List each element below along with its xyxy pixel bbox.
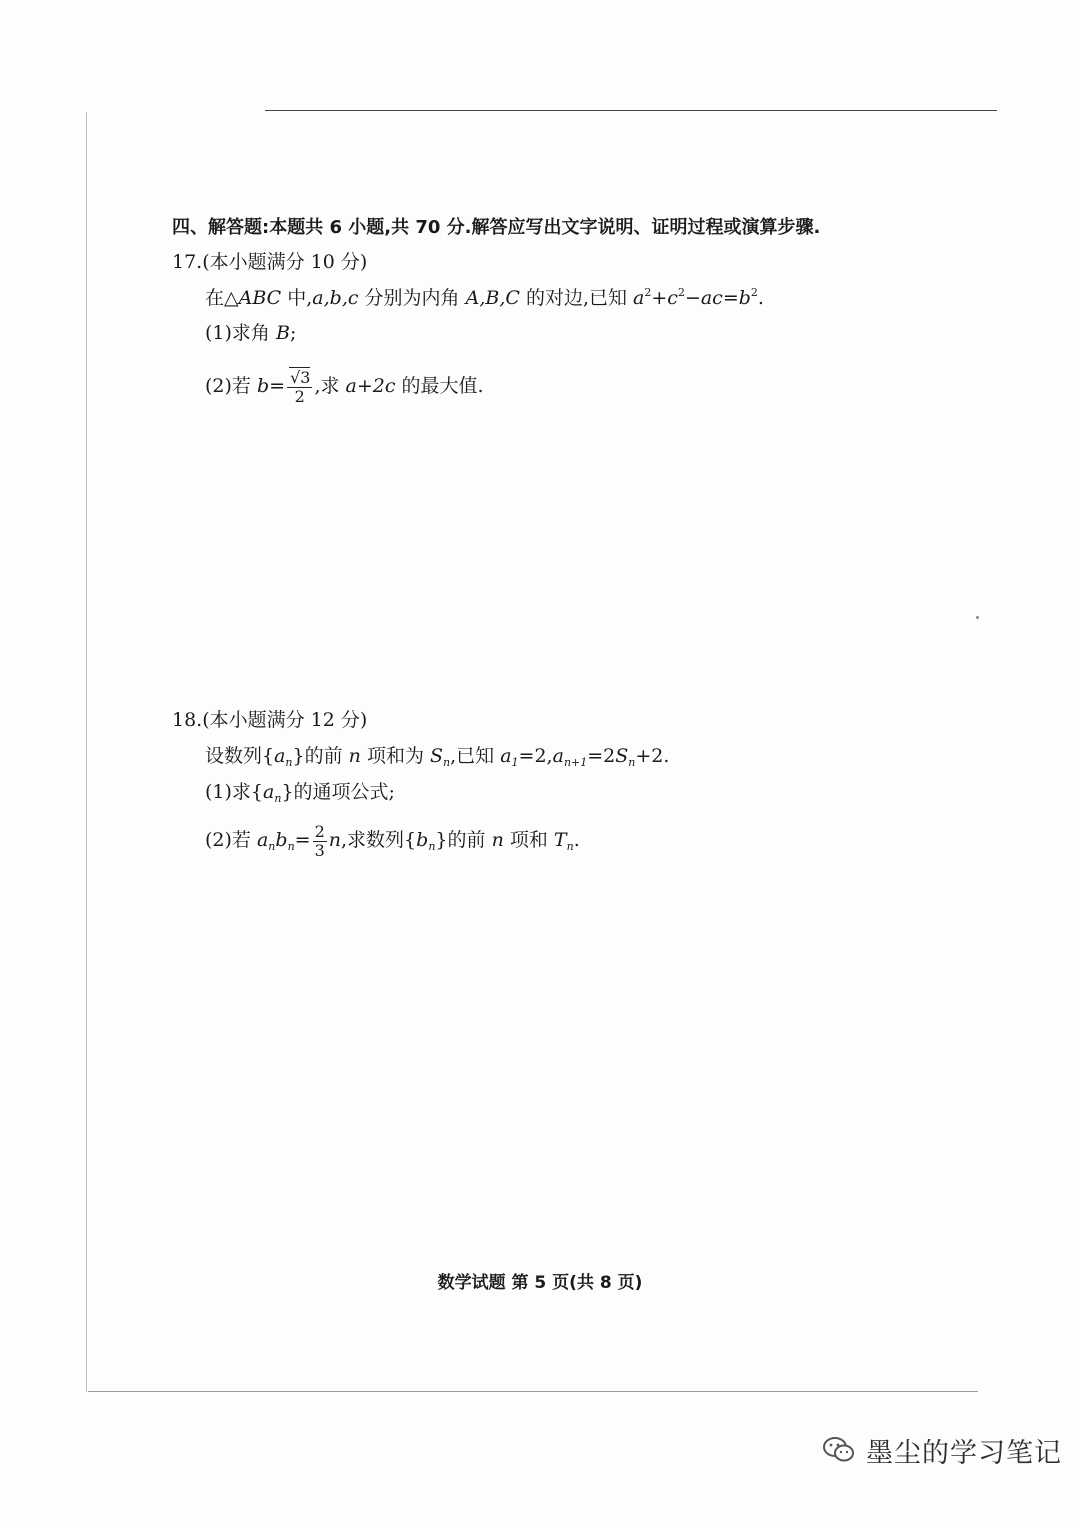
q17-part1: (1)求角 B; bbox=[205, 322, 297, 344]
q17-header: 17.(本小题满分 10 分) bbox=[172, 251, 368, 273]
left-margin-rule bbox=[86, 112, 87, 1392]
q18-header: 18.(本小题满分 12 分) bbox=[172, 709, 368, 731]
q18-part2: (2)若 $a_nb_n=$ $\frac{2}{3}$ n,求数列$\{b_n\}$的前 n 项和 $T_n$. bbox=[205, 821, 580, 860]
q18-part1: (1)求$\{a_n\}$的通项公式; bbox=[205, 781, 395, 805]
watermark bbox=[822, 1428, 1062, 1472]
q17-intro: 在△ABC 中,a,b,c 分别为内角 A,B,C 的对边,已知 $a^2+c^2-ac=b^2$. bbox=[205, 286, 764, 309]
page-footer: 数学试题 第 5 页(共 8 页) bbox=[437, 1273, 643, 1293]
top-rule bbox=[265, 110, 997, 111]
fraction-sqrt3-over-2: $\frac{√3}{2}$ bbox=[287, 369, 312, 406]
fraction-2-over-3: $\frac{2}{3}$ bbox=[314, 821, 325, 860]
q18-intro: 设数列$\{a_n\}$的前 n 项和为 $S_n$,已知 $a_1=2,a_{n+1}=2S_n+2$. bbox=[205, 745, 670, 769]
section-title: 四、解答题:本题共 6 小题,共 70 分.解答应写出文字说明、证明过程或演算步骤. bbox=[172, 217, 821, 238]
watermark-text: 墨尘的学习笔记 bbox=[866, 1437, 1062, 1469]
bottom-rule bbox=[88, 1391, 978, 1392]
q17-part2: (2)若 b= $\frac{√3}{2}$ ,求 a+2c 的最大值. bbox=[205, 367, 484, 406]
wechat-icon bbox=[822, 1435, 856, 1465]
scan-speck bbox=[976, 616, 979, 619]
